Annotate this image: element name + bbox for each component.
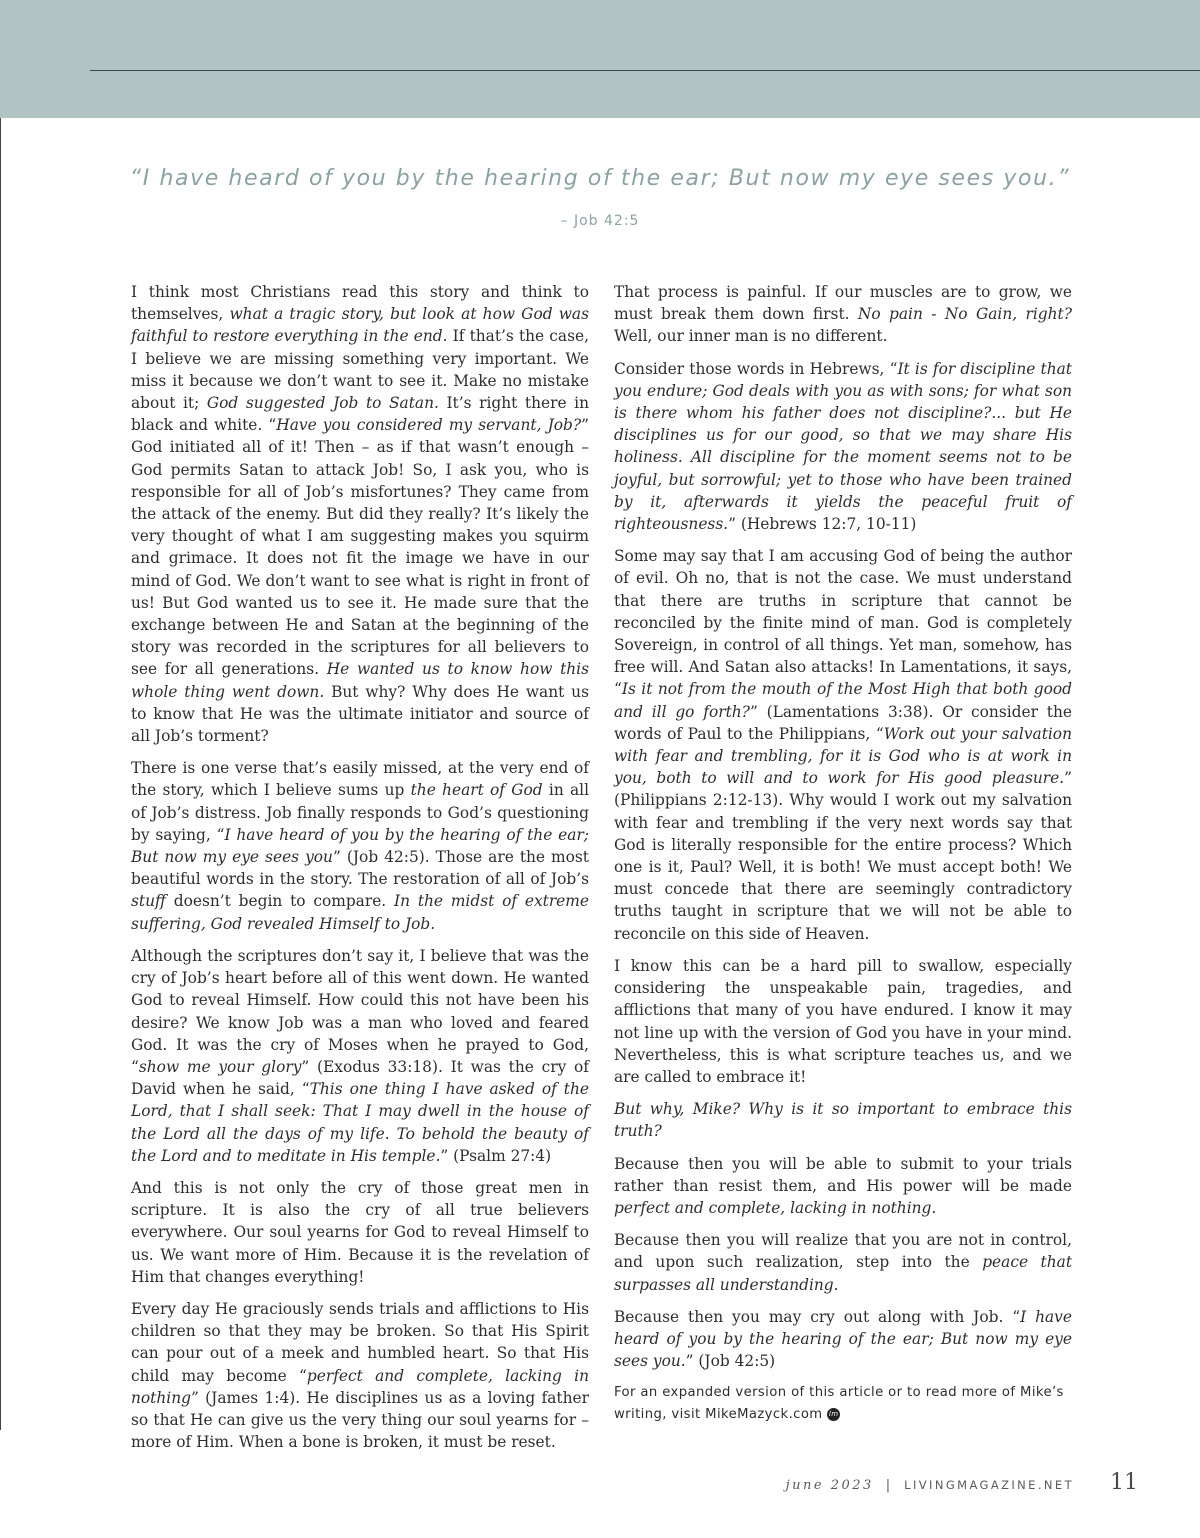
italic-text-run: perfect and complete, lacking in nothing. bbox=[614, 1198, 937, 1217]
article-paragraph bbox=[614, 545, 1072, 945]
italic-text-run: Have you considered my servant, Job? bbox=[276, 416, 582, 435]
italic-text-run: This one thing I have asked of the Lord, that I shall seek: That I may dwell in the house of the Lord all the days of my life. To behold the beauty of the Lord and to meditate in His temple. bbox=[131, 1080, 590, 1165]
article-column-right bbox=[614, 281, 1072, 1426]
text-run: ” God initiated all of it! Then – as if that wasn’t enough – God permits Satan to attack Job! So, I ask you, who is responsible for all of Job’s misfortunes? They came from the attack of the enemy. But did they really? It’s likely the very thought of what I am suggesting makes you squirm and grimace. It does not fit the image we have in our mind of God. We don’t want to see what is right in front of us! But God wanted us to see it. He made sure that the exchange between He and Satan at the beginning of the story was recorded in the scriptures for all believers to see for all generations. bbox=[131, 416, 590, 679]
text-run: ” (Exodus 33:18). It was the cry of David when he said, “ bbox=[131, 1057, 589, 1099]
italic-text-run: No pain - No Gain, right? bbox=[857, 305, 1072, 324]
text-run: ” (Job 42:5). Those are the most beautiful words in the story. The restoration of all of Job’s bbox=[131, 848, 589, 889]
text-run: Some may say that I am accusing God of being the author of evil. Oh no, that is not the case. We must understand that there are truths in scripture that cannot be reconciled by the finite mind of man. God is completely Sovereign, in control of all things. Yet man, somehow, has free will. And Satan also attacks! In Lamentations, it says, “ bbox=[614, 547, 1072, 699]
article-column-left bbox=[131, 281, 589, 1463]
pull-quote: “I have heard of you by the hearing of the ear; But now my eye sees you.” bbox=[129, 166, 1071, 191]
page-footer bbox=[786, 1478, 1074, 1493]
footer-separator: | bbox=[885, 1478, 893, 1493]
italic-text-run: perfect and complete, lacking in nothing bbox=[131, 1366, 589, 1407]
footer-website-link[interactable]: LIVINGMAGAZINE.NET bbox=[904, 1478, 1074, 1492]
article-paragraph bbox=[614, 1153, 1072, 1220]
italic-text-run: peace that surpasses all understanding. bbox=[614, 1253, 1073, 1294]
text-run: And this is not only the cry of those great men in scripture. It is also the cry of all true believers everywhere. Our soul yearns for God to reveal Himself to us. We want more of Him. Because it is the revelation of Him that changes everything! bbox=[131, 1178, 589, 1286]
italic-text-run: Is it not from the mouth of the Most High that both good and ill go forth? bbox=[614, 680, 1072, 721]
text-run: Consider those words in Hebrews, “ bbox=[614, 359, 898, 378]
italic-text-run: Work out your salvation with fear and trembling, for it is God who is at work in you, both to will and to work for His good pleasure. bbox=[614, 724, 1072, 788]
living-magazine-end-mark-icon: lm bbox=[827, 1408, 840, 1421]
text-run: There is one verse that’s easily missed, at the very end of the story, which I believe sums up bbox=[131, 759, 589, 800]
text-run: That process is painful. If our muscles are to grow, we must break them down first. bbox=[614, 283, 1072, 324]
text-run: Because then you will be able to submit to your trials rather than resist them, and His power will be made bbox=[614, 1154, 1072, 1195]
text-run: ” (James 1:4). He disciplines us as a loving father so that He can give us the very thing our soul yearns for – more of Him. When a bone is broken, it must be reset. bbox=[131, 1388, 589, 1452]
text-run: ” (Hebrews 12:7, 10-11) bbox=[728, 515, 917, 534]
text-run: It’s right there in black and white. “ bbox=[131, 394, 590, 435]
page-number: 11 bbox=[1110, 1470, 1138, 1495]
article-column-right-body bbox=[614, 281, 1072, 1372]
footer-issue-date: june 2023 bbox=[785, 1478, 874, 1493]
header-band bbox=[0, 0, 1200, 118]
italic-text-run: But why, Mike? Why is it so important to embrace this truth? bbox=[614, 1100, 1072, 1141]
italic-text-run: He wanted us to know how this whole thing went down. bbox=[131, 660, 589, 701]
text-run: ” (Psalm 27:4) bbox=[440, 1146, 552, 1165]
article-paragraph bbox=[614, 281, 1072, 348]
text-run: ” (Lamentations 3:38). Or consider the words of Paul to the Philippians, “ bbox=[614, 702, 1072, 743]
italic-text-run: I have heard of you by the hearing of the ear; But now my eye sees you. bbox=[614, 1307, 1072, 1371]
article-paragraph bbox=[614, 955, 1072, 1088]
italic-text-run: stuff bbox=[131, 892, 166, 911]
text-run: I know this can be a hard pill to swallow, especially considering the unspeakable pain, tragedies, and afflictions that many of you have endured. I know it may not line up with the version of God you have in your mind. Nevertheless, this is what scripture teaches us, and we are called to embrace it! bbox=[614, 956, 1072, 1086]
text-run: Every day He graciously sends trials and afflictions to His children so that they may be broken. So that His Spirit can pour out of a meek and humbled heart. So that His child may become “ bbox=[131, 1299, 589, 1385]
italic-text-run: what a tragic story, but look at how God was faithful to restore everything in the end. bbox=[131, 305, 589, 346]
article-paragraph bbox=[614, 1098, 1072, 1142]
text-run: Well, our inner man is no different. bbox=[614, 327, 888, 346]
text-run: Because then you will realize that you are not in control, and upon such realization, step into the bbox=[614, 1231, 1072, 1272]
text-run: I think most Christians read this story and think to themselves, bbox=[131, 283, 589, 324]
author-credit-text: For an expanded version of this article or to read more of Mike’s writing, visit MikeMazyck.com bbox=[614, 1385, 1064, 1423]
article-paragraph bbox=[131, 757, 589, 935]
italic-text-run: It is for discipline that you endure; God deals with you as with sons; for what son is there whom his father does not discipline?... but He disciplines us for our good, so that we may share His holiness. All discipline for the moment seems not to be joyful, but sorrowful; yet to those who have been trained by it, afterwards it yields the peaceful fruit of righteousness. bbox=[614, 359, 1072, 534]
text-run: Although the scriptures don’t say it, I believe that was the cry of Job’s heart before all of this went down. He wanted God to reveal Himself. How could this not have been his desire? We know Job was a man who loved and feared God. It was the cry of Moses when he prayed to God, “ bbox=[131, 946, 589, 1076]
text-run: Because then you may cry out along with Job. “ bbox=[614, 1307, 1021, 1326]
text-run: in all of Job’s distress. Job finally responds to God’s questioning by saying, “ bbox=[131, 781, 590, 844]
author-credit bbox=[614, 1382, 1072, 1426]
article-paragraph bbox=[614, 1306, 1072, 1373]
text-run: doesn’t begin to compare. bbox=[165, 892, 395, 911]
page-edge-line bbox=[0, 118, 1, 1430]
text-run: ” (Job 42:5) bbox=[685, 1352, 776, 1371]
article-paragraph bbox=[131, 945, 589, 1167]
article-paragraph bbox=[131, 1177, 589, 1288]
italic-text-run: In the midst of extreme suffering, God revealed Himself to Job. bbox=[131, 892, 589, 933]
italic-text-run: I have heard of you by the hearing of the ear; But now my eye sees you bbox=[131, 825, 589, 867]
article-paragraph bbox=[614, 358, 1072, 536]
header-rule bbox=[90, 70, 1200, 71]
italic-text-run: the heart of God bbox=[410, 781, 543, 800]
italic-text-run: God suggested Job to Satan. bbox=[206, 394, 439, 413]
text-run: If that’s the case, I believe we are missing something very important. We miss it because we don’t want to see it. Make no mistake about it; bbox=[131, 327, 589, 413]
article-paragraph bbox=[131, 1298, 589, 1453]
pull-quote-reference: – Job 42:5 bbox=[560, 213, 640, 229]
text-run: But why? Why does He want us to know that He was the ultimate initiator and source of all Job’s torment? bbox=[131, 682, 589, 746]
article-paragraph bbox=[614, 1229, 1072, 1296]
italic-text-run: show me your glory bbox=[138, 1057, 302, 1076]
text-run: ” (Philippians 2:12-13). Why would I work out my salvation with fear and trembling if the very next words say that God is literally responsible for the entire process? Which one is it, Paul? Well, it is both! We must accept both! We must concede that there are seemingly contradictory truths taught in scripture that we will not be able to reconcile on this side of Heaven. bbox=[614, 769, 1072, 943]
article-paragraph bbox=[131, 281, 589, 747]
